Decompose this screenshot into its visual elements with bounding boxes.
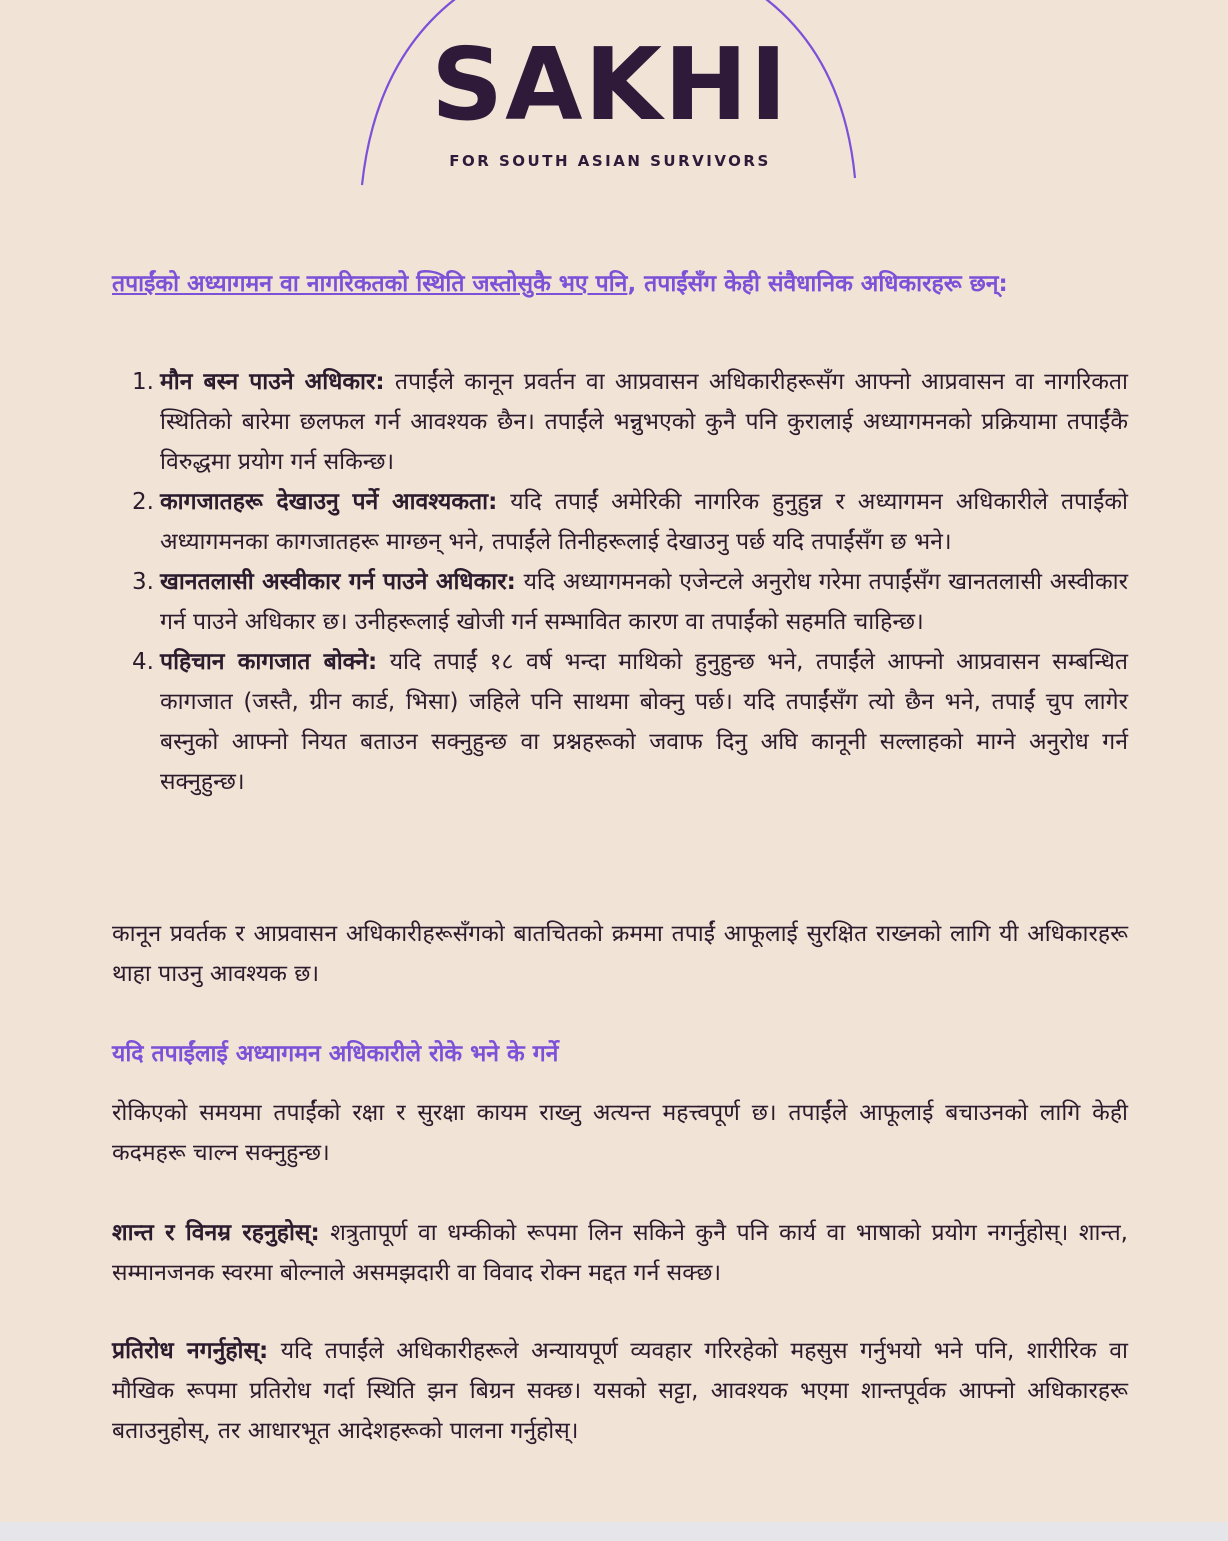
tip-paragraph: [112, 1213, 1128, 1293]
bottom-scroll-strip: [0, 1522, 1228, 1541]
rights-item: [112, 642, 1128, 802]
logo-tagline: FOR SOUTH ASIAN SURVIVORS: [449, 152, 771, 170]
tip-title: शान्त र विनम्र रहनुहोस्:: [112, 1220, 320, 1246]
rights-item-title: पहिचान कागजात बोक्ने:: [160, 649, 378, 675]
tip-text: यदि तपाईंले अधिकारीहरूले अन्यायपूर्ण व्यवहार गरिरहेको महसुस गर्नुभयो भने पनि, शारीरिक वा मौखिक रूपमा प्रतिरोध गर्दा स्थिति झन बिग्रन सक्छ। यसको सट्टा, आवश्यक भएमा शान्तपूर्वक आफ्नो अधिकारहरू बताउनुहोस्, तर आधारभूत आदेशहरूको पालना गर्नुहोस्।: [112, 1338, 1128, 1444]
rights-heading-rest: , तपाईंसँग केही संवैधानिक अधिकारहरू छन्:: [627, 271, 1008, 297]
rights-heading-underlined: तपाईंको अध्यागमन वा नागरिकतको स्थिति जस्तोसुकै भए पनि: [112, 271, 628, 297]
rights-list: [112, 362, 1128, 802]
rights-item: [112, 362, 1128, 482]
section2-heading: यदि तपाईंलाई अध्यागमन अधिकारीले रोके भने के गर्ने: [112, 1041, 559, 1067]
summary-paragraph: कानून प्रवर्तक र आप्रवासन अधिकारीहरूसँगको बातचितको क्रममा तपाईं आफूलाई सुरक्षित राख्नको लागि यी अधिकारहरू थाहा पाउनु आवश्यक छ।: [112, 921, 1128, 987]
tip-paragraph: [112, 1331, 1128, 1451]
rights-item-number: 2.: [132, 489, 154, 515]
tip-text: शत्रुतापूर्ण वा धम्कीको रूपमा लिन सकिने कुनै पनि कार्य वा भाषाको प्रयोग नगर्नुहोस्। शान्त, सम्मानजनक स्वरमा बोल्नाले असमझदारी वा विवाद रोक्न मद्दत गर्न सक्छ।: [112, 1220, 1128, 1286]
rights-item-text: यदि अध्यागमनको एजेन्टले अनुरोध गरेमा तपाईंसँग खानतलासी अस्वीकार गर्न पाउने अधिकार छ। उनीहरूलाई खोजी गर्न सम्भावित कारण वा तपाईंको सहमति चाहिन्छ।: [160, 569, 1128, 635]
rights-item-text: यदि तपाईं १८ वर्ष भन्दा माथिको हुनुहुन्छ भने, तपाईंले आफ्नो आप्रवासन सम्बन्धित कागजात (जस्तै, ग्रीन कार्ड, भिसा) जहिले पनि साथमा बोक्नु पर्छ। यदि तपाईंसँग त्यो छैन भने, तपाईं चुप लागेर बस्नुको आफ्नो नियत बताउन सक्नुहुन्छ वा प्रश्नहरूको जवाफ दिनु अघि कानूनी सल्लाहको माग्ने अनुरोध गर्न सक्नुहुन्छ।: [160, 649, 1129, 795]
rights-item: [112, 482, 1128, 562]
section2-intro: रोकिएको समयमा तपाईंको रक्षा र सुरक्षा कायम राख्नु अत्यन्त महत्त्वपूर्ण छ। तपाईंले आफूलाई बचाउनको लागि केही कदमहरू चाल्न सक्नुहुन्छ।: [112, 1100, 1128, 1166]
rights-item: [112, 562, 1128, 642]
rights-list-block: [112, 362, 1128, 802]
logo-wordmark: SAKHI: [431, 26, 789, 143]
rights-item-number: 1.: [132, 369, 154, 395]
rights-item-title: खानतलासी अस्वीकार गर्न पाउने अधिकार:: [160, 569, 516, 595]
rights-item-text: यदि तपाईं अमेरिकी नागरिक हुनुहुन्न र अध्यागमन अधिकारीले तपाईंको अध्यागमनका कागजातहरू माग्छन् भने, तपाईंले तिनीहरूलाई देखाउनु पर्छ यदि तपाईंसँग छ भने।: [160, 489, 1128, 555]
rights-item-number: 4.: [132, 649, 154, 675]
rights-item-text: तपाईंले कानून प्रवर्तन वा आप्रवासन अधिकारीहरूसँग आफ्नो आप्रवासन वा नागरिकता स्थितिको बारेमा छलफल गर्न आवश्यक छैन। तपाईंले भन्नुभएको कुनै पनि कुरालाई अध्यागमनको प्रक्रियामा तपाईंकै विरुद्धमा प्रयोग गर्न सकिन्छ।: [160, 369, 1128, 475]
rights-item-title: कागजातहरू देखाउनु पर्ने आवश्यकता:: [160, 489, 498, 515]
rights-item-number: 3.: [132, 569, 154, 595]
rights-heading: [112, 264, 1128, 304]
tip-title: प्रतिरोध नगर्नुहोस्:: [112, 1338, 269, 1364]
rights-item-title: मौन बस्न पाउने अधिकार:: [160, 369, 385, 395]
